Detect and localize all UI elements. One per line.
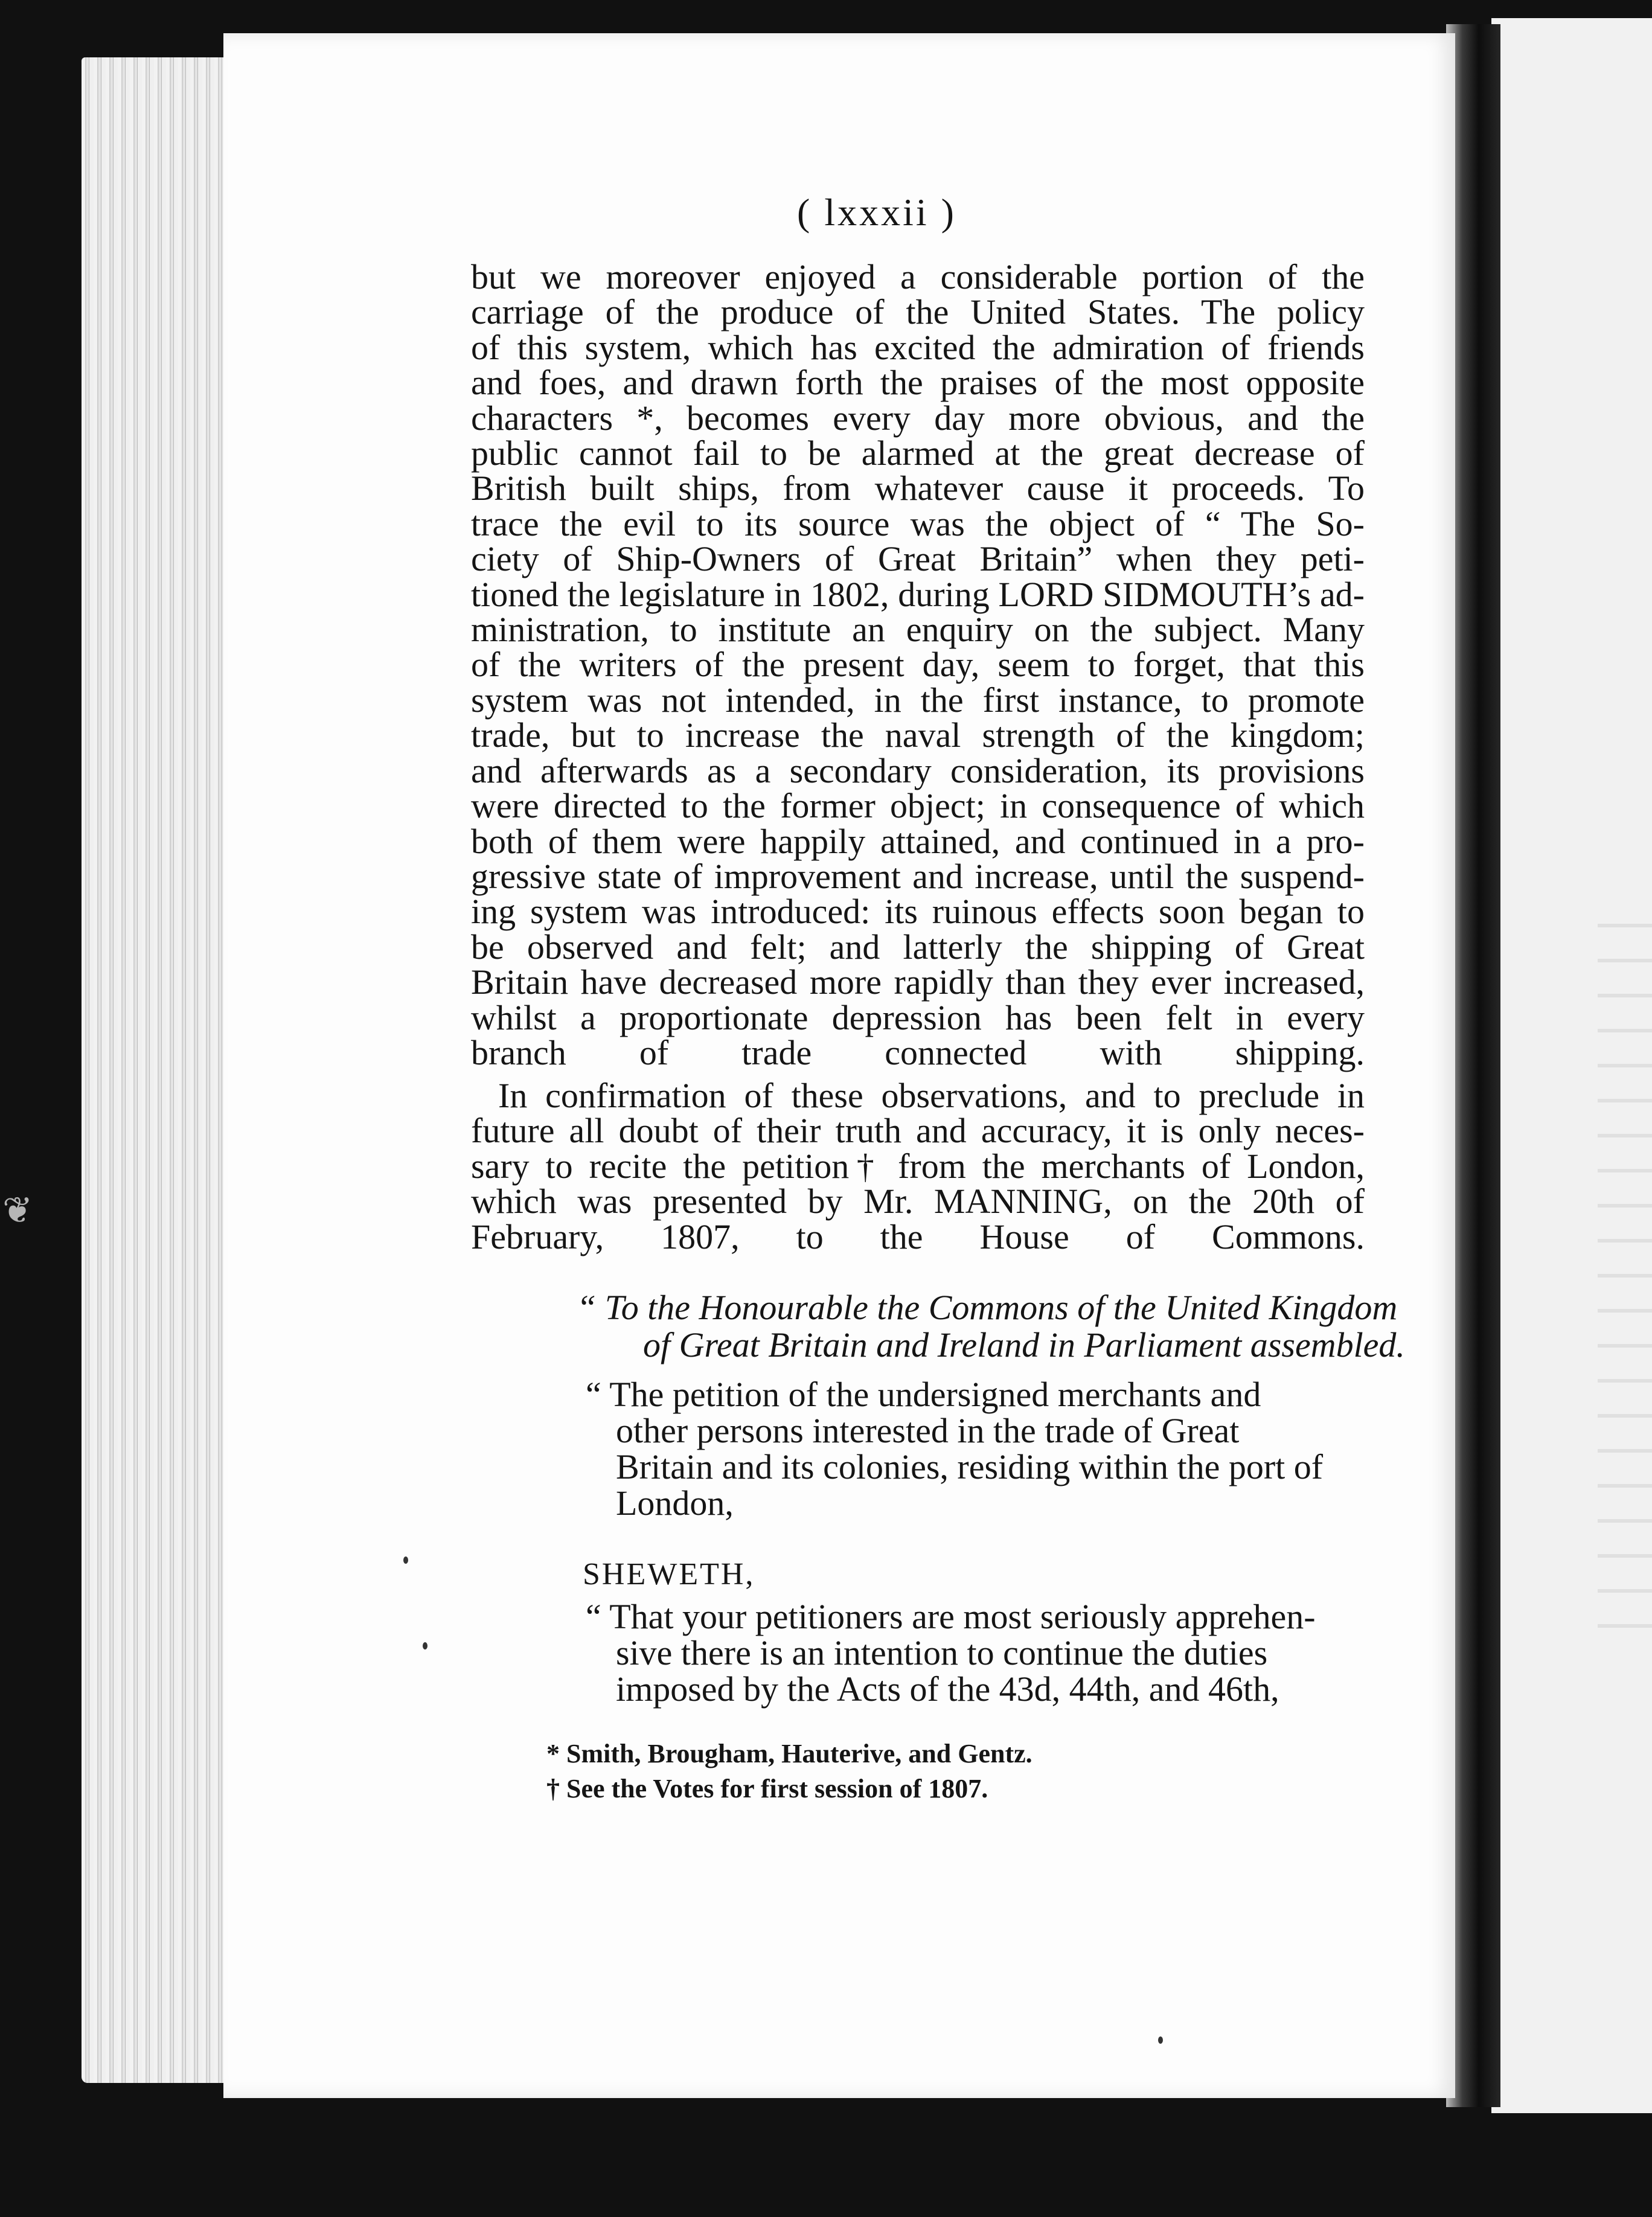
text-line: British built ships, from whatever cause it proceeds. To xyxy=(471,469,1365,508)
text-line: system was not intended, in the first instance, to promote xyxy=(471,680,1365,720)
text-line: characters *, becomes every day more obvious, and the xyxy=(471,398,1365,438)
ink-speck xyxy=(403,1556,408,1564)
text-line: “ That your petitioners are most seriously apprehen- xyxy=(586,1597,1316,1636)
footnotes xyxy=(546,1736,1032,1806)
text-line: and foes, and drawn forth the praises of the most opposite xyxy=(471,363,1365,403)
text-line: “ The petition of the undersigned merchants and xyxy=(586,1375,1261,1414)
text-line: future all doubt of their truth and accuracy, it is only neces- xyxy=(471,1111,1365,1151)
text-line: Britain have decreased more rapidly than they ever increased, xyxy=(471,962,1365,1002)
footnote: † See the Votes for first session of 1807. xyxy=(546,1774,988,1803)
text-line: Britain and its colonies, residing within the port of xyxy=(616,1447,1324,1486)
text-line: tioned the legislature in 1802, during LORD SIDMOUTH’s ad- xyxy=(471,574,1365,614)
text-line: imposed by the Acts of the 43d, 44th, and 46th, xyxy=(616,1669,1279,1709)
text-line: ing system was introduced: its ruinous effects soon began to xyxy=(471,892,1365,932)
text-line: sive there is an intention to continue the duties xyxy=(616,1633,1268,1672)
text-line: In confirmation of these observations, and to preclude in xyxy=(498,1076,1365,1115)
body-paragraph-1 xyxy=(471,257,1365,1072)
text-line: branch of trade connected with shipping. xyxy=(471,1032,1365,1072)
address-line: “ To the Honourable the Commons of the United Kingdom xyxy=(577,1288,1398,1327)
text-line: of the writers of the present day, seem to forget, that this xyxy=(471,645,1365,685)
text-line: whilst a proportionate depression has been felt in every xyxy=(471,997,1365,1037)
text-line: of this system, which has excited the admiration of friends xyxy=(471,327,1365,367)
text-line: both of them were happily attained, and continued in a pro- xyxy=(471,821,1365,861)
text-line: gressive state of improvement and increase, until the suspend- xyxy=(471,856,1365,896)
petition-intro xyxy=(586,1375,1383,1523)
text-line: ciety of Ship-Owners of Great Britain” when they peti- xyxy=(471,539,1365,579)
address-line: of Great Britain and Ireland in Parliament assembled. xyxy=(643,1325,1405,1364)
text-line: February, 1807, to the House of Commons. xyxy=(471,1217,1365,1256)
text-line: were directed to the former object; in consequence of which xyxy=(471,786,1365,826)
text-line: trade, but to increase the naval strength of the kingdom; xyxy=(471,715,1365,755)
footnote: * Smith, Brougham, Hauterive, and Gentz. xyxy=(546,1739,1032,1768)
ink-speck xyxy=(1158,2036,1163,2044)
text-line: sary to recite the petition† from the merchants of London, xyxy=(471,1146,1365,1186)
text-line: but we moreover enjoyed a considerable portion of the xyxy=(471,257,1365,296)
text-line: and afterwards as a secondary consideration, its provisions xyxy=(471,750,1365,790)
text-line: public cannot fail to be alarmed at the great decrease of xyxy=(471,433,1365,473)
petition-address xyxy=(577,1289,1405,1364)
text-line: be observed and felt; and latterly the shipping of Great xyxy=(471,927,1365,967)
text-line: trace the evil to its source was the object of “ The So- xyxy=(471,504,1365,543)
clasp-ornament-icon: ❦ xyxy=(2,1191,33,1230)
page-number: ( lxxxii ) xyxy=(797,191,956,234)
text-line: other persons interested in the trade of Great xyxy=(616,1411,1240,1450)
ink-speck xyxy=(423,1642,427,1649)
sheweth-heading: SHEWETH, xyxy=(583,1557,755,1592)
body-paragraph-2 xyxy=(471,1078,1365,1255)
petition-body xyxy=(586,1597,1383,1709)
bleed-through-text xyxy=(1598,924,1652,1648)
text-line: carriage of the produce of the United States. The policy xyxy=(471,292,1365,332)
book-page-edges xyxy=(82,57,232,2083)
facing-page xyxy=(1491,18,1652,2113)
text-line: which was presented by Mr. MANNING, on the 20th of xyxy=(471,1182,1365,1221)
text-line: London, xyxy=(616,1483,734,1523)
text-line: ministration, to institute an enquiry on the subject. Many xyxy=(471,610,1365,650)
